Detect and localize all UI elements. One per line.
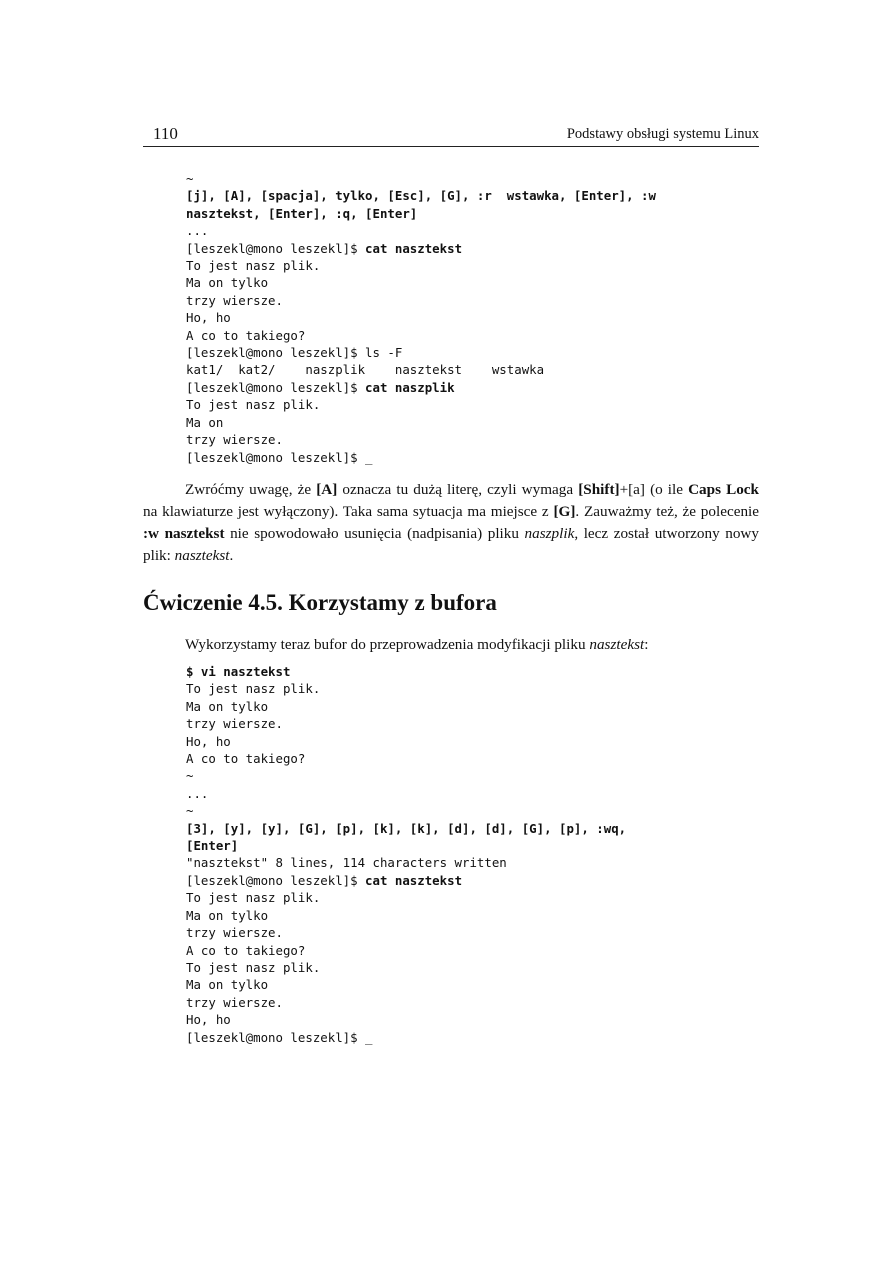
code-line bbox=[186, 241, 462, 256]
code-line bbox=[186, 925, 283, 940]
code-segment: [j], [A], [spacja], tylko, [Esc], [G], :r wstawka, [Enter], :w bbox=[186, 188, 656, 204]
code-line bbox=[186, 664, 290, 679]
text-run: . Zauważmy też, że polecenie bbox=[575, 503, 759, 520]
code-segment: ... bbox=[186, 223, 209, 239]
code-segment: ~ bbox=[186, 768, 194, 784]
code-line bbox=[186, 768, 193, 783]
code-segment: [leszekl@mono leszekl]$ bbox=[186, 379, 366, 395]
terminal-listing-1 bbox=[186, 170, 656, 466]
text-run: +[a] (o ile bbox=[619, 481, 689, 498]
code-line bbox=[186, 873, 462, 888]
terminal-listing-2 bbox=[186, 663, 626, 1046]
code-segment: [leszekl@mono leszekl]$ ls -F bbox=[186, 345, 403, 361]
text-run: [G] bbox=[553, 503, 576, 520]
code-segment: ~ bbox=[186, 171, 194, 186]
code-segment: Ho, ho bbox=[186, 1012, 231, 1028]
code-line bbox=[186, 960, 320, 975]
code-line bbox=[186, 1012, 231, 1027]
code-line bbox=[186, 223, 208, 238]
code-line bbox=[186, 838, 238, 853]
code-line bbox=[186, 450, 373, 465]
code-line bbox=[186, 699, 268, 714]
code-segment: A co to takiego? bbox=[186, 327, 306, 343]
code-segment: trzy wiersze. bbox=[186, 925, 283, 941]
code-segment: A co to takiego? bbox=[186, 942, 306, 958]
text-run: nasztekst bbox=[174, 547, 230, 564]
code-segment: Ma on tylko bbox=[186, 977, 269, 993]
code-line bbox=[186, 1030, 373, 1045]
code-line bbox=[186, 681, 320, 696]
code-segment: A co to takiego? bbox=[186, 751, 306, 767]
code-line bbox=[186, 855, 507, 870]
code-line bbox=[186, 908, 268, 923]
code-segment: [Enter] bbox=[186, 838, 239, 854]
code-segment: trzy wiersze. bbox=[186, 716, 283, 732]
code-segment: To jest nasz plik. bbox=[186, 258, 321, 274]
code-line bbox=[186, 380, 455, 395]
code-segment: Ma on tylko bbox=[186, 698, 269, 714]
text-run: [Shift] bbox=[578, 481, 620, 498]
code-line bbox=[186, 751, 305, 766]
code-line bbox=[186, 397, 320, 412]
page-header bbox=[143, 124, 759, 147]
code-segment: Ma on tylko bbox=[186, 907, 269, 923]
code-segment: To jest nasz plik. bbox=[186, 890, 321, 906]
code-segment: Ho, ho bbox=[186, 310, 231, 326]
code-segment: Ma on bbox=[186, 414, 224, 430]
code-segment: ~ bbox=[186, 803, 194, 819]
code-segment: "nasztekst" 8 lines, 114 characters written bbox=[186, 855, 507, 871]
text-run: naszplik bbox=[524, 525, 575, 542]
code-line bbox=[186, 415, 223, 430]
code-line bbox=[186, 786, 208, 801]
text-run: Wykorzystamy teraz bufor do przeprowadzenia modyfikacji pliku bbox=[185, 636, 590, 653]
code-segment: cat nasztekst bbox=[365, 872, 463, 888]
code-segment: trzy wiersze. bbox=[186, 994, 283, 1010]
code-segment: [3], [y], [y], [G], [p], [k], [k], [d], [d], [G], [p], :wq, bbox=[186, 820, 627, 836]
code-line bbox=[186, 328, 305, 343]
body-paragraph-1 bbox=[143, 479, 759, 567]
text-run: , lecz został utworzony nowy plik: bbox=[143, 525, 759, 564]
text-run: [A] bbox=[316, 481, 338, 498]
code-line bbox=[186, 188, 656, 203]
code-line bbox=[186, 995, 283, 1010]
code-segment: Ho, ho bbox=[186, 733, 231, 749]
code-segment: nasztekst, [Enter], :q, [Enter] bbox=[186, 205, 418, 221]
code-segment: ... bbox=[186, 785, 209, 801]
code-line bbox=[186, 432, 283, 447]
code-line bbox=[186, 345, 402, 360]
code-segment: cat naszplik bbox=[365, 379, 455, 395]
code-segment: [leszekl@mono leszekl]$ bbox=[186, 240, 366, 256]
code-line bbox=[186, 310, 231, 325]
code-line bbox=[186, 716, 283, 731]
text-run: Zwróćmy uwagę, że bbox=[185, 481, 317, 498]
code-line bbox=[186, 258, 320, 273]
code-segment: kat1/ kat2/ naszplik nasztekst wstawka bbox=[186, 362, 545, 378]
code-line bbox=[186, 206, 417, 221]
code-line bbox=[186, 293, 283, 308]
code-line bbox=[186, 362, 544, 377]
code-segment: To jest nasz plik. bbox=[186, 397, 321, 413]
code-segment: Ma on tylko bbox=[186, 275, 269, 291]
code-line bbox=[186, 977, 268, 992]
code-segment: $ vi nasztekst bbox=[186, 664, 291, 679]
running-title: Podstawy obsługi systemu Linux bbox=[566, 126, 759, 142]
code-segment: trzy wiersze. bbox=[186, 432, 283, 448]
code-segment: trzy wiersze. bbox=[186, 292, 283, 308]
text-run: nie spowodowało usunięcia (nadpisania) pliku bbox=[224, 525, 525, 542]
body-paragraph-2 bbox=[143, 634, 759, 656]
code-segment: cat nasztekst bbox=[365, 240, 463, 256]
page-number: 110 bbox=[153, 124, 178, 143]
code-segment: [leszekl@mono leszekl]$ _ bbox=[186, 449, 373, 465]
text-run: nasztekst bbox=[589, 636, 645, 653]
section-heading: Ćwiczenie 4.5. Korzystamy z bufora bbox=[143, 590, 497, 615]
code-segment: To jest nasz plik. bbox=[186, 959, 321, 975]
text-run: . bbox=[229, 547, 234, 564]
text-run: : bbox=[644, 636, 649, 653]
code-line bbox=[186, 734, 231, 749]
code-line bbox=[186, 821, 626, 836]
text-run: na klawiaturze jest wyłączony). Taka sama sytuacja ma miejsce z bbox=[143, 503, 554, 520]
code-line bbox=[186, 943, 305, 958]
code-line bbox=[186, 803, 193, 818]
code-line bbox=[186, 275, 268, 290]
code-line bbox=[186, 890, 320, 905]
code-segment: [leszekl@mono leszekl]$ bbox=[186, 872, 366, 888]
text-run: :w nasztekst bbox=[143, 525, 225, 542]
code-segment: [leszekl@mono leszekl]$ _ bbox=[186, 1029, 373, 1045]
text-run: Caps Lock bbox=[688, 481, 759, 498]
code-segment: To jest nasz plik. bbox=[186, 681, 321, 697]
text-run: oznacza tu dużą literę, czyli wymaga bbox=[337, 481, 579, 498]
code-line bbox=[186, 171, 193, 186]
